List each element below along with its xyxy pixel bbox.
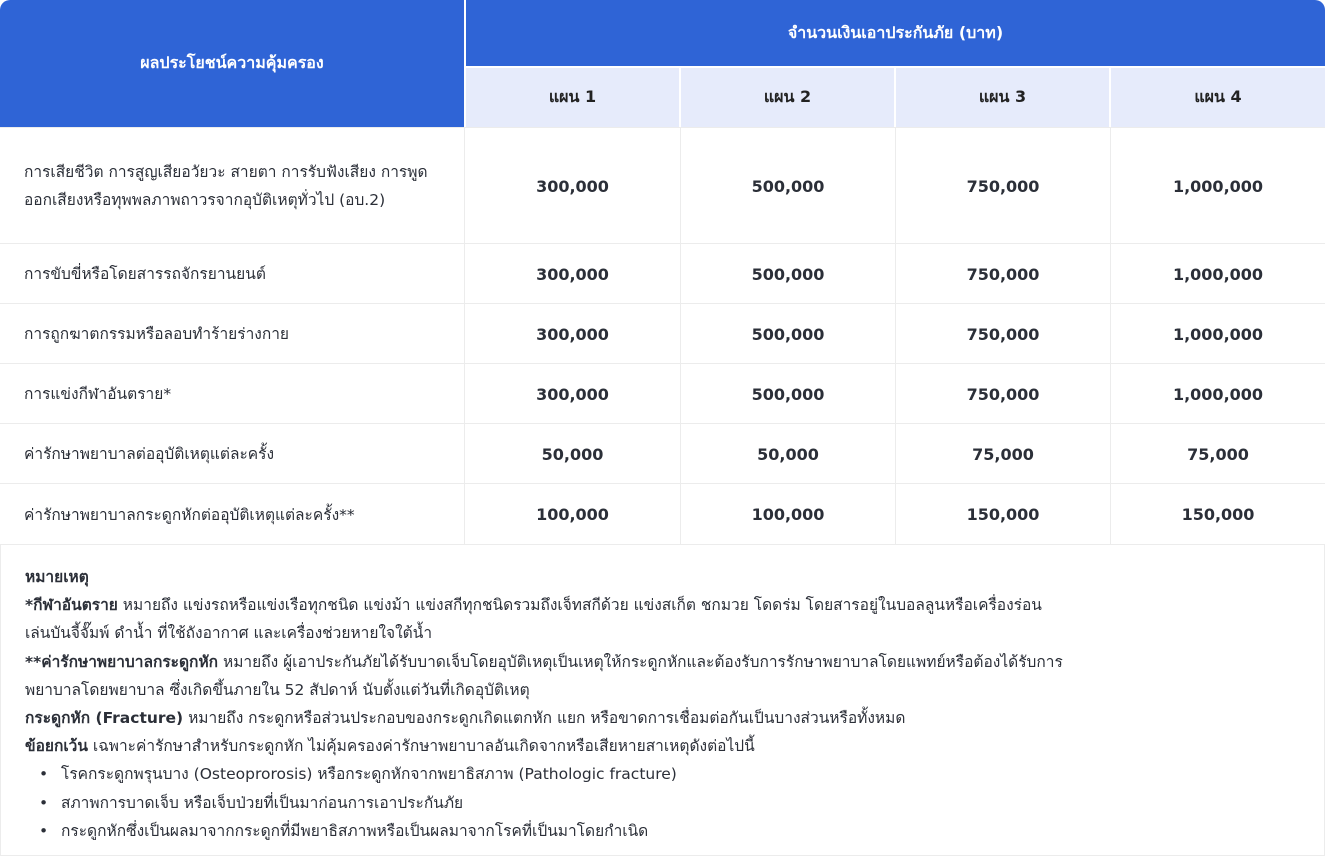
plan-4-value: 75,000 [1110,424,1325,484]
note-text: หมายถึง กระดูกหรือส่วนประกอบของกระดูกเกิดแตกหัก แยก หรือขาดการเชื่อมต่อกันเป็นบางส่วนหรือทั้งหมด [183,709,906,728]
plan-2-value: 500,000 [680,244,895,304]
plan-4-header: แผน 4 [1111,68,1325,127]
plan-2-value: 100,000 [680,484,895,544]
bullet-icon: • [39,793,49,812]
bullet-icon: • [39,765,49,784]
benefit-label: การเสียชีวิต การสูญเสียอวัยวะ สายตา การรับฟังเสียง การพูดออกเสียงหรือทุพพลภาพถาวรจากอุบัติเหตุทั่วไป (อบ.2) [24,163,428,209]
plan-1-value: 300,000 [464,304,680,364]
benefit-label: ค่ารักษาพยาบาลต่ออุบัติเหตุแต่ละครั้ง [24,445,275,463]
note-text: หมายถึง แข่งรถหรือแข่งเรือทุกชนิด แข่งม้า แข่งสกีทุกชนิดรวมถึงเจ็ทสกีด้วย แข่งสเก็ต ชกมวย โดดร่ม โดยสารอยู่ในบอลลูนหรือเครื่องร่อน [117,596,1042,615]
exclusion-text: กระดูกหักซึ่งเป็นผลมาจากกระดูกที่มีพยาธิสภาพหรือเป็นผลมาจากโรคที่เป็นมาโดยกำเนิด [61,821,649,840]
plan-1-header: แผน 1 [466,68,679,127]
note-term: **ค่ารักษาพยาบาลกระดูกหัก [25,652,219,671]
exclusions-list [25,760,1300,845]
plan-4-value: 150,000 [1110,484,1325,544]
plan-3-header: แผน 3 [896,68,1109,127]
exclusion-text: โรคกระดูกพรุนบาง (Osteoprorosis) หรือกระดูกหักจากพยาธิสภาพ (Pathologic fracture) [61,765,677,784]
benefit-column-header: ผลประโยชน์ความคุ้มครอง [0,0,464,127]
table-row [0,127,1325,244]
plan-4-value: 1,000,000 [1110,128,1325,244]
plan-1-value: 50,000 [464,424,680,484]
plan-3-value: 75,000 [895,424,1110,484]
benefit-label: การถูกฆาตกรรมหรือลอบทำร้ายร่างกาย [24,325,290,343]
table-row [0,243,1325,304]
table-row [0,483,1325,544]
note-term: *กีฬาอันตราย [25,596,118,615]
plan-2-value: 500,000 [680,128,895,244]
plan-2-value: 50,000 [680,424,895,484]
plan-4-value: 1,000,000 [1110,244,1325,304]
list-item [39,789,1300,817]
plan-3-value: 750,000 [895,304,1110,364]
plan-2-value: 500,000 [680,364,895,424]
plan-3-value: 750,000 [895,128,1110,244]
note-term: ข้อยกเว้น [25,737,88,756]
plan-1-value: 100,000 [464,484,680,544]
note-text: เฉพาะค่ารักษาสำหรับกระดูกหัก ไม่คุ้มครองค่ารักษาพยาบาลอันเกิดจากหรือเสียหายสาเหตุดังต่อไปนี้ [87,737,755,756]
plan-1-value: 300,000 [464,364,680,424]
plan-3-value: 150,000 [895,484,1110,544]
list-item [39,817,1300,845]
bullet-icon: • [39,821,49,840]
plan-3-value: 750,000 [895,244,1110,304]
plan-1-value: 300,000 [464,128,680,244]
note-fracture-treatment [25,648,1300,676]
benefit-label: การขับขี่หรือโดยสารรถจักรยานยนต์ [24,265,266,283]
plan-2-header: แผน 2 [681,68,894,127]
table-row [0,303,1325,364]
benefit-label: ค่ารักษาพยาบาลกระดูกหักต่ออุบัติเหตุแต่ละครั้ง** [24,505,355,524]
table-row [0,423,1325,484]
note-text-continued: พยาบาลโดยพยาบาล ซึ่งเกิดขึ้นภายใน 52 สัปดาห์ นับตั้งแต่วันที่เกิดอุบัติเหตุ [25,680,530,699]
benefit-label: การแข่งกีฬาอันตราย* [24,385,172,403]
sum-insured-header: จำนวนเงินเอาประกันภัย (บาท) [466,0,1325,66]
note-text-continued: เล่นบันจี้จั๊มพ์ ดำน้ำ ที่ใช้ถังอากาศ และเครื่องช่วยหายใจใต้น้ำ [25,624,433,643]
table-row [0,363,1325,424]
note-exclusions [25,732,1300,760]
plan-3-value: 750,000 [895,364,1110,424]
plan-1-value: 300,000 [464,244,680,304]
notes-section [0,544,1325,856]
plan-2-value: 500,000 [680,304,895,364]
plan-4-value: 1,000,000 [1110,304,1325,364]
exclusion-text: สภาพการบาดเจ็บ หรือเจ็บป่วยที่เป็นมาก่อนการเอาประกันภัย [61,793,464,812]
note-text: หมายถึง ผู้เอาประกันภัยได้รับบาดเจ็บโดยอุบัติเหตุเป็นเหตุให้กระดูกหักและต้องรับการรักษาพยาบาลโดยแพทย์หรือต้องได้รับการ [218,652,1063,671]
note-fracture-definition [25,704,1300,732]
plan-4-value: 1,000,000 [1110,364,1325,424]
note-dangerous-sports [25,591,1300,619]
list-item [39,760,1300,788]
note-term: กระดูกหัก (Fracture) [25,709,184,728]
notes-title: หมายเหตุ [25,568,89,586]
